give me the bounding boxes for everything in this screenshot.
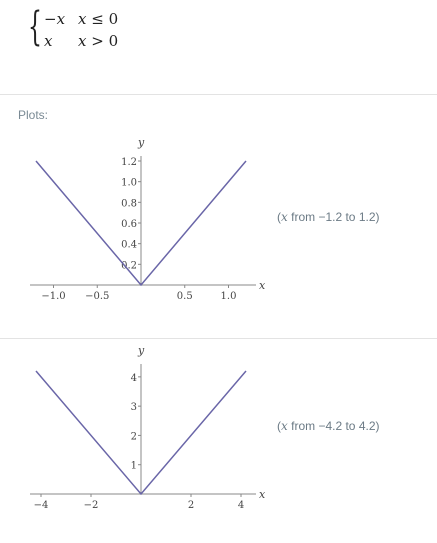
y-tick-label: 1.0 (121, 177, 137, 189)
x-axis-label: x (259, 488, 266, 501)
x-tick-label: −1.0 (41, 291, 66, 302)
x-tick-label: −0.5 (85, 291, 110, 302)
section-divider (0, 338, 437, 339)
x-tick-label: −2 (83, 500, 99, 511)
piecewise-expression: x (44, 32, 53, 50)
piecewise-condition: x ≤ 0 (78, 10, 119, 28)
y-tick-label: 1 (130, 460, 137, 472)
y-tick-label: 0.8 (121, 198, 137, 210)
piecewise-definition (28, 6, 138, 54)
y-tick-label: 0.2 (121, 260, 137, 272)
y-tick-label: 1.2 (121, 157, 137, 168)
plots-section-title: Plots: (18, 108, 49, 122)
plot-2 (0, 340, 437, 530)
y-tick-label: 2 (130, 431, 137, 443)
plot-range-note: (x from −1.2 to 1.2) (277, 210, 380, 224)
piecewise-condition: x > 0 (78, 32, 119, 50)
y-axis-label: y (138, 344, 145, 357)
section-divider (0, 94, 437, 95)
x-tick-label: 1.0 (220, 291, 237, 302)
x-tick-label: 2 (187, 500, 195, 511)
y-tick-label: 4 (130, 372, 137, 384)
brace-symbol: { (28, 4, 42, 50)
x-tick-label: 4 (237, 500, 245, 511)
y-tick-label: 0.4 (121, 239, 137, 251)
y-tick-label: 0.6 (121, 219, 137, 230)
y-axis-label: y (138, 136, 145, 149)
x-tick-label: 0.5 (176, 291, 193, 302)
piecewise-expression: −x (44, 10, 66, 28)
x-tick-label: −4 (33, 500, 49, 511)
y-tick-label: 3 (130, 402, 137, 414)
x-axis-label: x (259, 279, 266, 292)
plot-range-note: (x from −4.2 to 4.2) (277, 419, 380, 433)
